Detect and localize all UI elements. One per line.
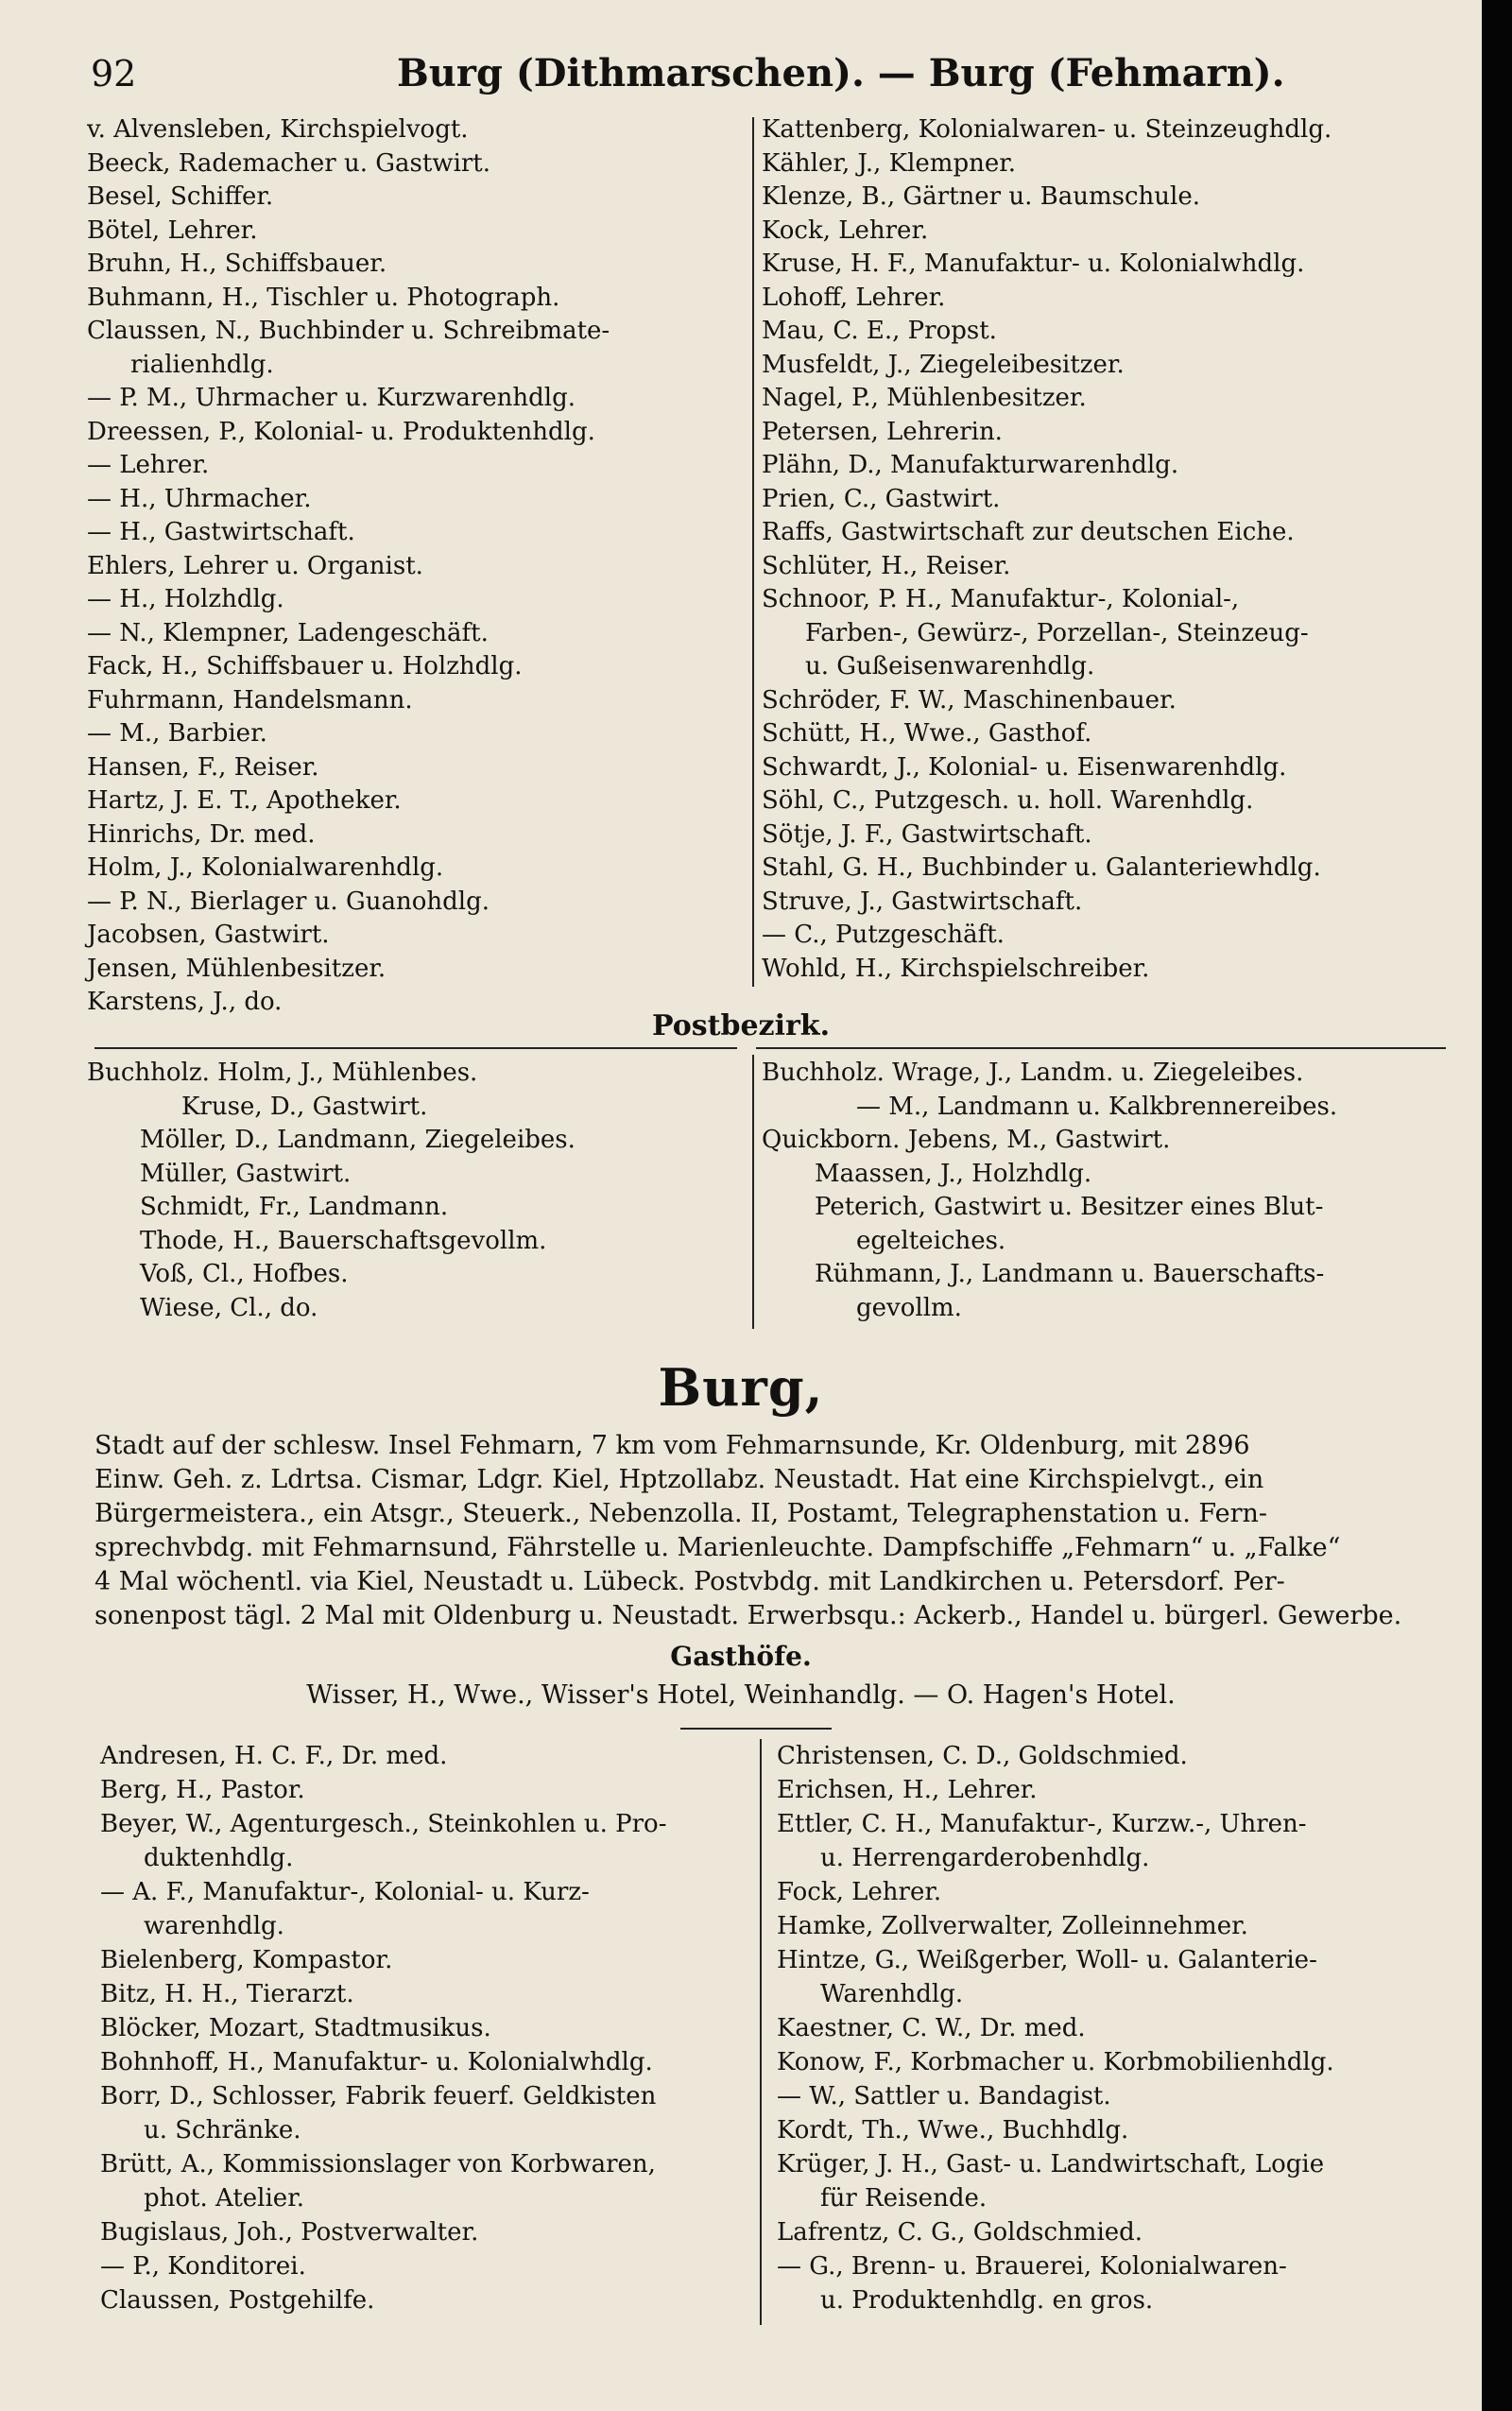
list-item: Schnoor, P. H., Manufaktur-, Kolonial-,: [762, 585, 1240, 613]
list-item: — P. N., Bierlager u. Guanohdlg.: [87, 887, 490, 916]
list-item: Dreessen, P., Kolonial- u. Produktenhdlg.: [87, 417, 595, 446]
fehmarn-left-column: [100, 1739, 752, 2317]
list-item: Wiese, Cl., do.: [140, 1293, 318, 1322]
list-item: Lafrentz, C. G., Goldschmied.: [777, 2218, 1143, 2247]
section-divider: [94, 1047, 737, 1049]
description-line: sonenpost tägl. 2 Mal mit Oldenburg u. Neustadt. Erwerbsqu.: Ackerb., Handel u. bürgerl. Gewerbe.: [94, 1601, 1402, 1630]
list-item: Schröder, F. W., Maschinenbauer.: [762, 685, 1177, 715]
list-item: Claussen, Postgehilfe.: [100, 2286, 375, 2315]
list-item: Kruse, H. F., Manufaktur- u. Kolonialwhdlg.: [762, 250, 1305, 278]
list-item: Brütt, A., Kommissionslager von Korbwaren,: [100, 2150, 656, 2179]
list-item: Ehlers, Lehrer u. Organist.: [87, 551, 423, 580]
list-item: Ettler, C. H., Manufaktur-, Kurzw.-, Uhren-: [777, 1810, 1307, 1838]
list-item: Söhl, C., Putzgesch. u. holl. Warenhdlg.: [762, 786, 1254, 815]
list-item: Buhmann, H., Tischler u. Photograph.: [87, 283, 560, 312]
list-item: Hintze, G., Weißgerber, Woll- u. Galanterie-: [777, 1946, 1317, 1974]
page-running-title: Burg (Dithmarschen). — Burg (Fehmarn).: [397, 51, 1285, 95]
list-item-continuation: phot. Atelier.: [144, 2184, 305, 2213]
list-item: Fack, H., Schiffsbauer u. Holzhdlg.: [87, 652, 523, 680]
list-item: — N., Klempner, Ladengeschäft.: [87, 618, 489, 647]
list-item: Bruhn, H., Schiffsbauer.: [87, 250, 387, 278]
list-item: Buchholz. Wrage, J., Landm. u. Ziegeleibes.: [762, 1059, 1304, 1087]
list-item: Voß, Cl., Hofbes.: [140, 1260, 349, 1288]
list-item: Stahl, G. H., Buchbinder u. Galanteriewhdlg.: [762, 853, 1321, 882]
list-item: Besel, Schiffer.: [87, 182, 274, 211]
list-item: Schlüter, H., Reiser.: [762, 551, 1011, 580]
list-item: Kock, Lehrer.: [762, 215, 929, 245]
dithmarschen-left-column: [87, 113, 748, 1020]
list-item-continuation: rialienhdlg.: [130, 350, 274, 379]
list-item: Plähn, D., Manufakturwarenhdlg.: [762, 451, 1179, 479]
list-item: Borr, D., Schlosser, Fabrik feuerf. Geldkisten: [100, 2082, 657, 2110]
column-divider: [752, 1055, 754, 1329]
list-item: Hamke, Zollverwalter, Zolleinnehmer.: [777, 1912, 1248, 1940]
list-item: Krüger, J. H., Gast- u. Landwirtschaft, Logie: [777, 2150, 1325, 2179]
short-divider: [680, 1728, 832, 1730]
list-item: Thode, H., Bauerschaftsgevollm.: [140, 1226, 547, 1255]
list-item: Musfeldt, J., Ziegeleibesitzer.: [762, 350, 1125, 379]
list-item: — H., Holzhdlg.: [87, 585, 284, 613]
column-divider: [760, 1739, 762, 2325]
list-item: Bohnhoff, H., Manufaktur- u. Kolonialwhdlg.: [100, 2048, 653, 2076]
postbezirk-heading: Postbezirk.: [651, 1009, 831, 1042]
list-item: Bötel, Lehrer.: [87, 215, 258, 245]
list-item: Sötje, J. F., Gastwirtschaft.: [762, 819, 1092, 849]
list-item: Berg, H., Pastor.: [100, 1776, 305, 1804]
fehmarn-right-column: [777, 1739, 1463, 2317]
list-item: Bugislaus, Joh., Postverwalter.: [100, 2218, 479, 2247]
list-item-continuation: u. Produktenhdlg. en gros.: [820, 2286, 1154, 2315]
list-item: — G., Brenn- u. Brauerei, Kolonialwaren-: [777, 2252, 1287, 2281]
list-item: — H., Gastwirtschaft.: [87, 518, 355, 546]
list-item: — H., Uhrmacher.: [87, 484, 312, 513]
town-description: [94, 1429, 1455, 1633]
page-edge-shadow: [1482, 0, 1512, 2411]
list-item: Quickborn. Jebens, M., Gastwirt.: [762, 1126, 1171, 1154]
list-item: Schütt, H., Wwe., Gasthof.: [762, 719, 1092, 748]
list-item: v. Alvensleben, Kirchspielvogt.: [87, 115, 469, 144]
list-item: Müller, Gastwirt.: [140, 1159, 352, 1188]
list-item: Schwardt, J., Kolonial- u. Eisenwarenhdlg.: [762, 752, 1287, 782]
list-item: Raffs, Gastwirtschaft zur deutschen Eiche.: [762, 518, 1295, 546]
list-item: Buchholz. Holm, J., Mühlenbes.: [87, 1059, 478, 1087]
list-item: Claussen, N., Buchbinder u. Schreibmate-: [87, 317, 610, 345]
column-divider: [752, 117, 754, 987]
list-item-continuation: u. Gußeisenwarenhdlg.: [805, 652, 1095, 680]
list-item: Holm, J., Kolonialwarenhdlg.: [87, 853, 444, 882]
list-item: Jacobsen, Gastwirt.: [87, 921, 330, 949]
description-line: 4 Mal wöchentl. via Kiel, Neustadt u. Lübeck. Postvbdg. mit Landkirchen u. Petersdorf. Per-: [94, 1567, 1285, 1596]
list-item: Wohld, H., Kirchspielschreiber.: [762, 954, 1150, 983]
gasthoefe-line: Wisser, H., Wwe., Wisser's Hotel, Weinhandlg. — O. Hagen's Hotel.: [306, 1680, 1176, 1710]
list-item: — M., Landmann u. Kalkbrennereibes.: [856, 1092, 1338, 1121]
description-line: Stadt auf der schlesw. Insel Fehmarn, 7 km vom Fehmarnsunde, Kr. Oldenburg, mit 2896: [94, 1431, 1250, 1460]
list-item: Hartz, J. E. T., Apotheker.: [87, 786, 402, 815]
list-item: Hansen, F., Reiser.: [87, 752, 319, 782]
list-item-continuation: warenhdlg.: [144, 1912, 284, 1940]
list-item-continuation: duktenhdlg.: [144, 1844, 294, 1872]
list-item: Kordt, Th., Wwe., Buchhdlg.: [777, 2116, 1129, 2144]
description-line: Bürgermeistera., ein Atsgr., Steuerk., Nebenzolla. II, Postamt, Telegraphenstation u. Fern-: [94, 1499, 1268, 1528]
list-item-continuation: für Reisende.: [820, 2184, 988, 2213]
list-item: Bitz, H. H., Tierarzt.: [100, 1980, 354, 2008]
list-item-continuation: u. Herrengarderobenhdlg.: [820, 1844, 1150, 1872]
description-line: Einw. Geh. z. Ldrtsa. Cismar, Ldgr. Kiel, Hptzollabz. Neustadt. Hat eine Kirchspielvgt., ein: [94, 1465, 1264, 1494]
dithmarschen-right-column: [762, 113, 1461, 986]
list-item: — W., Sattler u. Bandagist.: [777, 2082, 1111, 2110]
list-item: Fock, Lehrer.: [777, 1878, 942, 1906]
list-item: Andresen, H. C. F., Dr. med.: [100, 1742, 448, 1770]
list-item-continuation: u. Schränke.: [144, 2116, 301, 2144]
list-item-continuation: Warenhdlg.: [820, 1980, 964, 2008]
town-heading: Burg,: [658, 1357, 824, 1418]
list-item: Beeck, Rademacher u. Gastwirt.: [87, 148, 491, 178]
page-number: 92: [91, 53, 137, 95]
description-line: sprechvbdg. mit Fehmarnsund, Fährstelle u. Marienleuchte. Dampfschiffe „Fehmarn“ u. „Falke“: [94, 1533, 1341, 1562]
list-item: Kruse, D., Gastwirt.: [181, 1092, 428, 1121]
list-item: Jensen, Mühlenbesitzer.: [87, 954, 387, 983]
list-item: Lohoff, Lehrer.: [762, 283, 946, 312]
postbezirk-left-column: [87, 1057, 748, 1325]
list-item-continuation: Farben-, Gewürz-, Porzellan-, Steinzeug-: [805, 618, 1309, 647]
list-item: Erichsen, H., Lehrer.: [777, 1776, 1038, 1804]
list-item: — P., Konditorei.: [100, 2252, 306, 2281]
list-item: — Lehrer.: [87, 451, 210, 479]
gasthoefe-heading: Gasthöfe.: [670, 1641, 812, 1672]
list-item: Fuhrmann, Handelsmann.: [87, 685, 413, 715]
list-item: Schmidt, Fr., Landmann.: [140, 1193, 449, 1221]
list-item: Kattenberg, Kolonialwaren- u. Steinzeughdlg.: [762, 115, 1332, 144]
list-item: Möller, D., Landmann, Ziegeleibes.: [140, 1126, 576, 1154]
list-item: — C., Putzgeschäft.: [762, 921, 1005, 949]
section-divider: [756, 1047, 1446, 1049]
list-item: Nagel, P., Mühlenbesitzer.: [762, 384, 1087, 412]
list-item: Struve, J., Gastwirtschaft.: [762, 887, 1083, 916]
list-item: Konow, F., Korbmacher u. Korbmobilienhdlg.: [777, 2048, 1334, 2076]
list-item-continuation: gevollm.: [856, 1293, 962, 1322]
list-item: Rühmann, J., Landmann u. Bauerschafts-: [815, 1260, 1325, 1288]
list-item: Hinrichs, Dr. med.: [87, 819, 316, 849]
list-item: Maassen, J., Holzhdlg.: [815, 1159, 1092, 1188]
list-item: Kähler, J., Klempner.: [762, 148, 1017, 178]
list-item: Bielenberg, Kompastor.: [100, 1946, 393, 1974]
list-item: — M., Barbier.: [87, 719, 267, 748]
list-item: Kaestner, C. W., Dr. med.: [777, 2014, 1086, 2042]
list-item: Beyer, W., Agenturgesch., Steinkohlen u. Pro-: [100, 1810, 667, 1838]
list-item: Prien, C., Gastwirt.: [762, 484, 1001, 513]
list-item: Peterich, Gastwirt u. Besitzer eines Blut-: [815, 1193, 1324, 1221]
list-item: Karstens, J., do.: [87, 988, 283, 1016]
list-item-continuation: egelteiches.: [856, 1226, 1006, 1255]
list-item: Klenze, B., Gärtner u. Baumschule.: [762, 182, 1201, 211]
postbezirk-right-column: [762, 1057, 1461, 1325]
list-item: Blöcker, Mozart, Stadtmusikus.: [100, 2014, 491, 2042]
list-item: Petersen, Lehrerin.: [762, 417, 1003, 446]
list-item: — P. M., Uhrmacher u. Kurzwarenhdlg.: [87, 384, 576, 412]
list-item: Christensen, C. D., Goldschmied.: [777, 1742, 1188, 1770]
list-item: — A. F., Manufaktur-, Kolonial- u. Kurz-: [100, 1878, 590, 1906]
list-item: Mau, C. E., Propst.: [762, 317, 997, 345]
